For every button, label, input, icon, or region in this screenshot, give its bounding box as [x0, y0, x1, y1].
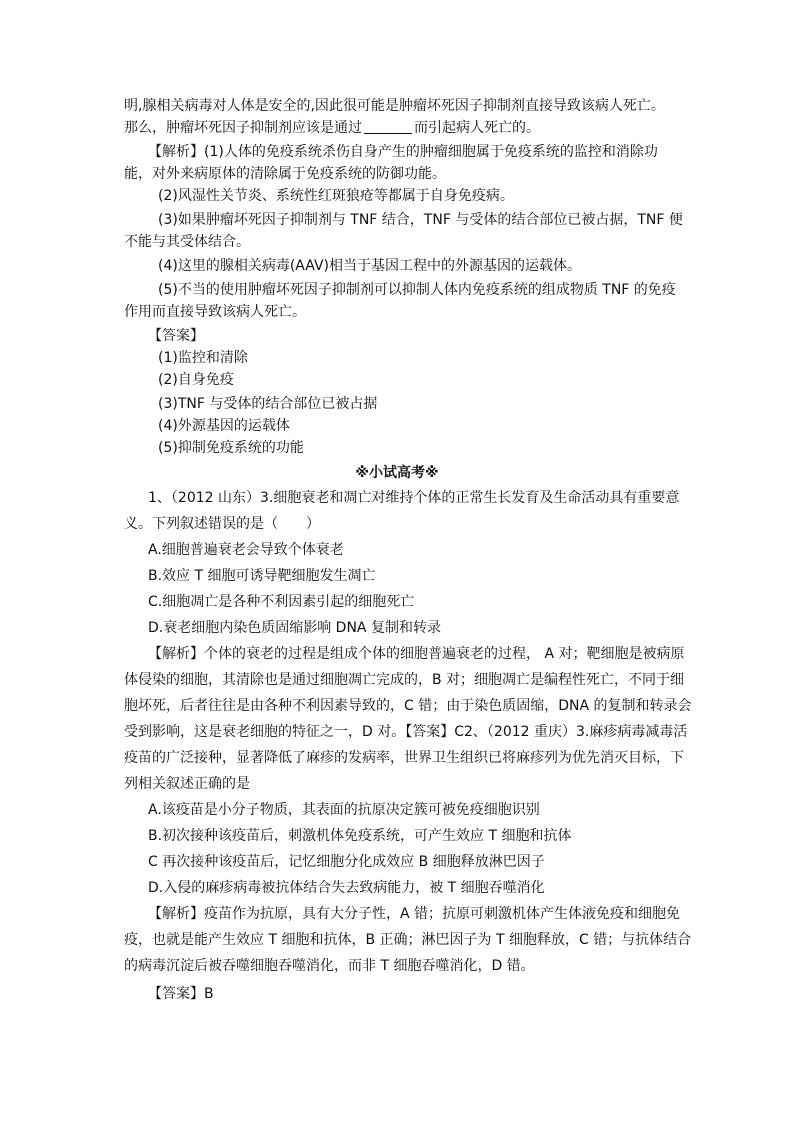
answer-item: (2)自身免疫: [158, 372, 234, 388]
text-line: 明,腺相关病毒对人体是安全的,因此很可能是肿瘤坏死因子抑制剂直接导致该病人死亡。: [124, 98, 665, 114]
text-line: (4)这里的腺相关病毒(AAV)相当于基因工程中的外源基因的运载体。: [158, 258, 581, 274]
text-line: 受到影响，这是衰老细胞的特征之一，D 对。【答案】C2、（2012 重庆）3.麻疹病毒减毒活: [124, 724, 688, 740]
text-line: 体侵染的细胞，其清除也是通过细胞凋亡完成的，B 对；细胞凋亡是编程性死亡，不同于细: [124, 672, 685, 688]
text-line: [124, 118, 540, 138]
option-d: D.衰老细胞内染色质固缩影响 DNA 复制和转录: [148, 620, 441, 636]
text-line: (5)不当的使用肿瘤坏死因子抑制剂可以抑制人体内免疫系统的组成物质 TNF 的免疫: [158, 282, 676, 298]
text-line: 胞坏死，后者往往是由各种不利因素导致的，C 错；由于染色质固缩，DNA 的复制和转录会: [124, 698, 692, 714]
option-c: C 再次接种该疫苗后，记忆细胞分化成效应 B 细胞释放淋巴因子: [148, 854, 545, 870]
section-title: ※小试高考※: [355, 465, 439, 481]
option-b: B.效应 T 细胞可诱导靶细胞发生凋亡: [148, 568, 376, 584]
answer-item: (1)监控和清除: [158, 350, 248, 366]
option-a: A.细胞普遍衰老会导致个体衰老: [148, 542, 344, 558]
text-line: (2)风湿性关节炎、系统性红斑狼疮等都属于自身免疫病。: [158, 188, 514, 204]
option-c: C.细胞凋亡是各种不利因素引起的细胞死亡: [148, 594, 415, 610]
text-line: 列相关叙述正确的是: [124, 776, 250, 792]
analysis-line: 【解析】疫苗作为抗原，具有大分子性，A 错；抗原可刺激机体产生体液免疫和细胞免: [148, 906, 681, 922]
question-line: 1、（2012 山东）3.细胞衰老和凋亡对维持个体的正常生长发育及生命活动具有重要意: [148, 490, 680, 506]
question-line: 义。下列叙述错误的是（ ）: [124, 516, 320, 532]
answer-item: (5)抑制免疫系统的功能: [158, 440, 304, 456]
answer-item: (3)TNF 与受体的结合部位已被占据: [158, 396, 378, 412]
text-line: 不能与其受体结合。: [124, 234, 250, 250]
option-d: D.入侵的麻疹病毒被抗体结合失去致病能力，被 T 细胞吞噬消化: [148, 880, 545, 896]
text-line: 的病毒沉淀后被吞噬细胞吞噬消化，而非 T 细胞吞噬消化，D 错。: [124, 958, 535, 974]
fill-in-blank: [364, 119, 412, 134]
text-span: 而引起病人死亡的。: [414, 120, 540, 136]
text-line: 作用而直接导致该病人死亡。: [124, 304, 306, 320]
text-span: 那么，肿瘤坏死因子抑制剂应该是通过: [124, 120, 362, 136]
text-line: 疫苗的广泛接种，显著降低了麻疹的发病率，世界卫生组织已将麻疹列为优先消灭目标，下: [124, 750, 684, 766]
text-line: 疫，也就是能产生效应 T 细胞和抗体，B 正确；淋巴因子为 T 细胞释放，C 错；与抗体结合: [124, 932, 692, 948]
option-a: A.该疫苗是小分子物质，其表面的抗原决定簇可被免疫细胞识别: [148, 802, 540, 818]
analysis-line: 【解析】(1)人体的免疫系统杀伤自身产生的肿瘤细胞属于免疫系统的监控和消除功: [148, 144, 658, 160]
answer-line: 【答案】B: [148, 986, 214, 1002]
text-line: 能，对外来病原体的清除属于免疫系统的防御功能。: [124, 166, 446, 182]
text-line: (3)如果肿瘤坏死因子抑制剂与 TNF 结合，TNF 与受体的结合部位已被占据，TNF 便: [158, 212, 683, 228]
answer-heading: 【答案】: [148, 328, 204, 344]
analysis-line: 【解析】个体的衰老的过程是组成个体的细胞普遍衰老的过程， A 对；靶细胞是被病原: [148, 646, 685, 662]
option-b: B.初次接种该疫苗后，刺激机体免疫系统，可产生效应 T 细胞和抗体: [148, 828, 572, 844]
answer-item: (4)外源基因的运载体: [158, 418, 290, 434]
